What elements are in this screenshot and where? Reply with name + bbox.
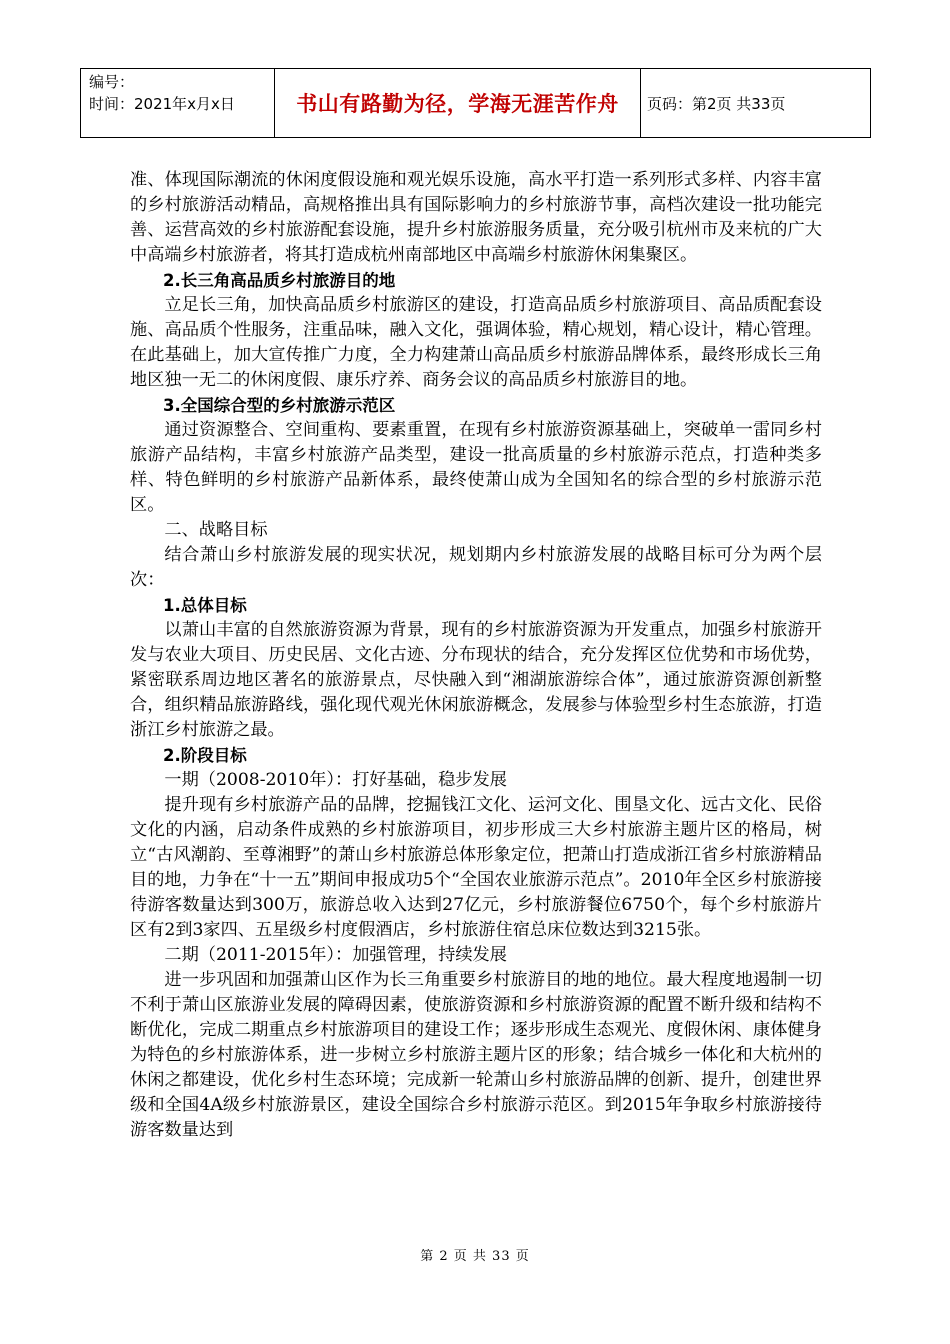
body-paragraph: 通过资源整合、空间重构、要素重置，在现有乡村旅游资源基础上，突破单一雷同乡村旅游产品结构，丰富乡村旅游产品类型，建设一批高质量的乡村旅游示范点，打造种类多样、特色鲜明的乡村旅游产品新体系，最终使萧山成为全国知名的综合型的乡村旅游示范区。 <box>130 420 822 515</box>
body-paragraph: 进一步巩固和加强萧山区作为长三角重要乡村旅游目的地的地位。最大程度地遏制一切不利于萧山区旅游业发展的障碍因素，使旅游资源和乡村旅游资源的配置不断升级和结构不断优化，完成二期重点乡村旅游项目的建设工作；逐步形成生态观光、度假休闲、康体健身为特色的乡村旅游体系，进一步树立乡村旅游主题片区的形象；结合城乡一体化和大杭州的休闲之都建设，优化乡村生态环境；完成新一轮萧山乡村旅游品牌的创新、提升，创建世界级和全国4A级乡村旅游景区，建设全国综合乡村旅游示范区。到2015年争取乡村旅游接待游客数量达到 <box>130 970 822 1140</box>
body-paragraph: 立足长三角，加快高品质乡村旅游区的建设，打造高品质乡村旅游项目、高品质配套设施、高品质个性服务，注重品味，融入文化，强调体验，精心规划，精心设计，精心管理。在此基础上，加大宣传推广力度，全力构建萧山高品质乡村旅游品牌体系，最终形成长三角地区独一无二的休闲度假、康乐疗养、商务会议的高品质乡村旅游目的地。 <box>130 295 822 390</box>
page-header-table <box>80 68 871 138</box>
doc-date-label: 时间：2021年x月x日 <box>89 95 235 113</box>
body-paragraph: 以萧山丰富的自然旅游资源为背景，现有的乡村旅游资源为开发重点，加强乡村旅游开发与农业大项目、历史民居、文化古迹、分布现状的结合，充分发挥区位优势和市场优势，紧密联系周边地区著名的旅游景点，尽快融入到“湘湖旅游综合体”，通过旅游资源创新整合，组织精品旅游路线，强化现代观光休闲旅游概念，发展参与体验型乡村生态旅游，打造浙江乡村旅游之最。 <box>130 620 822 740</box>
header-page-cell <box>641 69 870 137</box>
body-paragraph: 一期（2008-2010年）：打好基础，稳步发展 <box>164 770 507 790</box>
section-heading: 2.长三角高品质乡村旅游目的地 <box>163 271 396 290</box>
body-paragraph: 准、体现国际潮流的休闲度假设施和观光娱乐设施，高水平打造一系列形式多样、内容丰富的乡村旅游活动精品，高规格推出具有国际影响力的乡村旅游节事，高档次建设一批功能完善、运营高效的乡村旅游配套设施，提升乡村旅游服务质量，充分吸引杭州市及来杭的广大中高端乡村旅游者，将其打造成杭州南部地区中高端乡村旅游休闲集聚区。 <box>130 170 822 265</box>
body-paragraph: 二、战略目标 <box>164 520 268 540</box>
header-motto-cell <box>275 69 641 137</box>
body-paragraph: 结合萧山乡村旅游发展的现实状况，规划期内乡村旅游发展的战略目标可分为两个层次： <box>130 545 822 590</box>
header-page-info: 页码：第2页 共33页 <box>647 94 786 113</box>
document-body <box>130 168 822 1143</box>
section-heading: 1.总体目标 <box>163 596 247 615</box>
body-paragraph: 提升现有乡村旅游产品的品牌，挖掘钱江文化、运河文化、围垦文化、远古文化、民俗文化的内涵，启动条件成熟的乡村旅游项目，初步形成三大乡村旅游主题片区的格局，树立“古风潮韵、至尊湘野”的萧山乡村旅游总体形象定位，把萧山打造成浙江省乡村旅游精品目的地，力争在“十一五”期间申报成功5个“全国农业旅游示范点”。2010年全区乡村旅游接待游客数量达到300万，旅游总收入达到27亿元，乡村旅游餐位6750个，每个乡村旅游片区有2到3家四、五星级乡村度假酒店，乡村旅游住宿总床位数达到3215张。 <box>130 795 822 940</box>
doc-number-label: 编号： <box>89 73 135 91</box>
section-heading: 2.阶段目标 <box>163 746 247 765</box>
body-paragraph: 二期（2011-2015年）：加强管理，持续发展 <box>164 945 507 965</box>
page-footer: 第 2 页 共 33 页 <box>420 1249 530 1264</box>
section-heading: 3.全国综合型的乡村旅游示范区 <box>163 396 396 415</box>
header-motto: 书山有路勤为径，学海无涯苦作舟 <box>296 91 619 116</box>
header-left-cell <box>81 69 275 137</box>
